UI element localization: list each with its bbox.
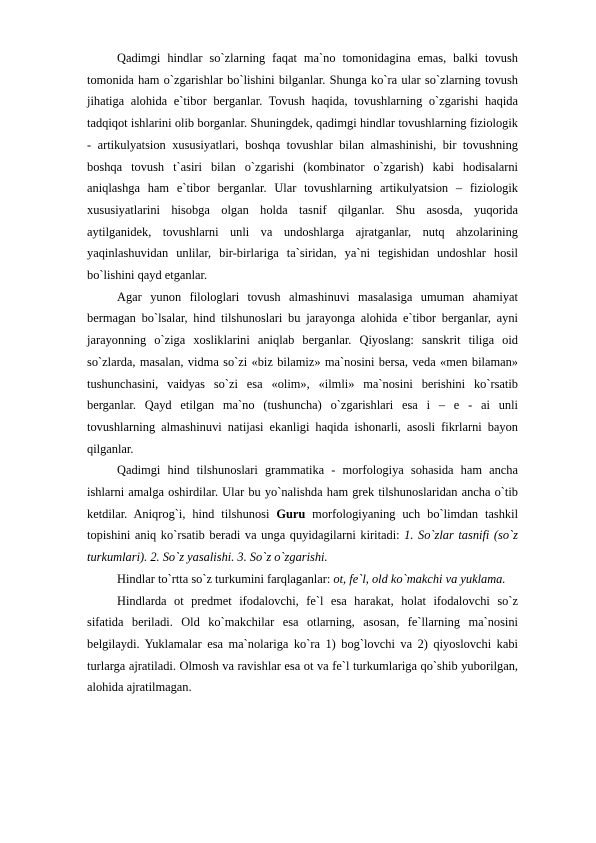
document-page — [87, 48, 518, 699]
morphology-sections: 1. So`zlar tasnifi (so`z turkumlari). 2. So`z yasalishi. 3. So`z o`zgarishi. — [87, 528, 518, 565]
paragraph-5: Hindlarda ot predmet ifodalovchi, fe`l esa harakat, holat ifodalovchi so`z sifatida beriladi. Old ko`makchilar esa otlarning, asosan, fe`llarning ma`nosini belgilaydi. Yuklamalar esa ma`nolariga ko`ra 1) bog`lovchi va 2) qiyoslovchi kabi turlarga ajratiladi. Olmosh va ravishlar esa ot va fe`l turkumlariga qo`shib yuborilgan, alohida ajratilmagan. — [87, 593, 518, 695]
guru-name: Guru — [276, 506, 306, 521]
paragraph-3-text-continued: morfologiyaning uch bo`limdan tashkil topishini aniq ko`rsatib beradi va unga quyidagilarni kiritadi: — [87, 506, 519, 543]
paragraph-3 — [87, 460, 518, 569]
paragraph-3-text: Qadimgi hind tilshunoslari grammatika - morfologiya sohasida ham ancha ishlarni amalga oshirdilar. Ular bu yo`nalishda ham grek tilshunoslaridan ancha o`tib ketdilar. Aniqrog`i, hind tilshunosi — [87, 463, 518, 521]
paragraph-1: Qadimgi hindlar so`zlarning faqat ma`no tomonidagina emas, balki tovush tomonida ham o`zgarishlar bo`lishini bilganlar. Shunga ko`ra ular so`zlarning tovush jihatiga alohida e`tibor berganlar. Tovush haqida, tovushlarning o`zgarishi haqida tadqiqot ishlarini olib borganlar. Shuningdek, qadimgi hindlar tovushlarning fiziologik - artikulyatsion xususiyatlari, boshqa tovushlar bilan almashinishi, bir tovushning boshqa tovush t`asiri bilan o`zgarishi (kombinator o`zgarish) kabi hodisalarni aniqlashga ham e`tibor berganlar. Ular tovushlarning artikulyatsion – fiziologik xususiyatlarini hisobga olgan holda tasnif qilganlar. Shu asosda, yuqorida aytilganidek, tovushlarni unli va undoshlarga ajratganlar, nutq ahzolarining yaqinlashuvidan unlilar, bir-birlariga ta`siridan, ya`ni tegishidan undoshlar hosil bo`lishini qayd etganlar. — [87, 51, 518, 283]
paragraph-2: Agar yunon filologlari tovush almashinuvi masalasiga umuman ahamiyat bermagan bo`lsalar, hind tilshunoslari bu jarayonga alohida e`tibor berganlar, ayni jarayonning o`ziga xosliklarini aniqlab berganlar. Qiyoslang: sanskrit tiliga oid so`zlarda, masalan, vidma so`zi «biz bilamiz» ma`nosini bersa, veda «men bilaman» tushunchasini, vaidyas so`zi esa «olim», «ilmli» ma`nosini berishini ko`rsatib berganlar. Qayd etilgan ma`no (tushuncha) o`zgarishlari esa i – e - ai unli tovushlarning almashinuvi natijasi ekanligi haqida ishonarli, asosli fikrlarni bayon qilganlar. — [87, 289, 518, 456]
word-classes-list: ot, fe`l, old ko`makchi va yuklama. — [333, 571, 506, 586]
paragraph-4 — [87, 569, 518, 591]
paragraph-4-text: Hindlar to`rtta so`z turkumini farqlaganlar: — [117, 571, 334, 586]
